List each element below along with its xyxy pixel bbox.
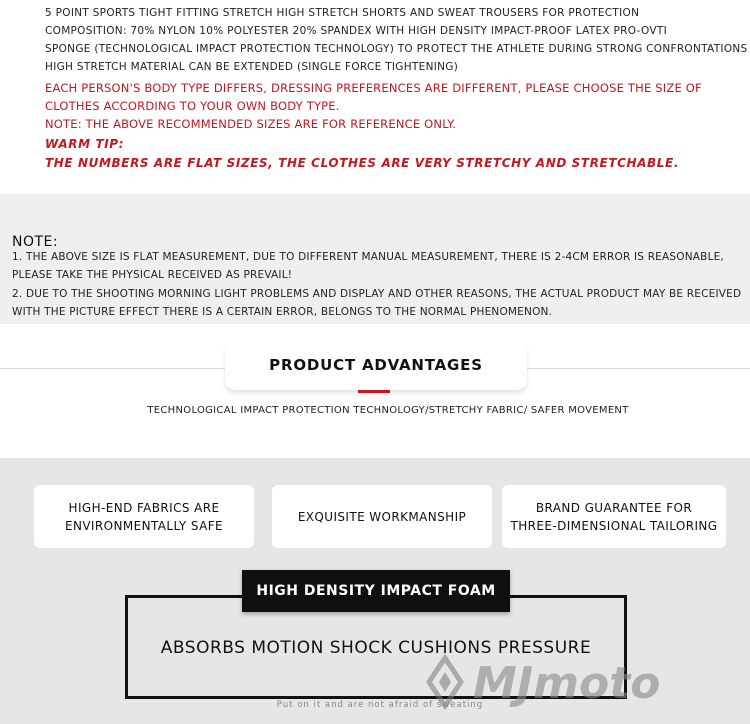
warm-tip-text: THE NUMBERS ARE FLAT SIZES, THE CLOTHES ARE VERY STRETCHY AND STRETCHABLE. — [45, 156, 680, 170]
frame-top-left — [125, 595, 243, 598]
feature-tailoring-line-1: BRAND GUARANTEE FOR — [535, 500, 693, 515]
feature-card-fabrics — [34, 485, 254, 548]
size-advice-line-1: EACH PERSON'S BODY TYPE DIFFERS, DRESSING PREFERENCES ARE DIFFERENT, PLEASE CHOOSE THE SIZE OF — [45, 81, 702, 95]
feature-workmanship-text: EXQUISITE WORKMANSHIP — [297, 509, 467, 524]
spec-line-4: HIGH STRETCH MATERIAL CAN BE EXTENDED (SINGLE FORCE TIGHTENING) — [45, 61, 459, 73]
advantages-subtitle: TECHNOLOGICAL IMPACT PROTECTION TECHNOLOGY/STRETCHY FABRIC/ SAFER MOVEMENT — [147, 405, 629, 416]
feature-card-workmanship — [272, 485, 492, 548]
divider-right — [527, 368, 750, 369]
slogan: Put on it and are not afraid of sweating — [276, 700, 484, 710]
warm-tip-title: WARM TIP: — [45, 137, 125, 151]
frame-top-right — [509, 595, 627, 598]
note-line-2: PLEASE TAKE THE PHYSICAL RECEIVED AS PREVAIL! — [12, 269, 293, 281]
spec-line-3: SPONGE (TECHNOLOGICAL IMPACT PROTECTION TECHNOLOGY) TO PROTECT THE ATHLETE DURING STRONG CONFRONTATIONS — [45, 43, 748, 55]
title-accent-bar — [358, 390, 390, 393]
feature-fabrics-line-2: ENVIRONMENTALLY SAFE — [64, 518, 224, 533]
features-section — [0, 458, 750, 724]
advantages-section — [0, 324, 750, 458]
note-line-1: 1. THE ABOVE SIZE IS FLAT MEASUREMENT, DUE TO DIFFERENT MANUAL MEASUREMENT, THERE IS 2-4CM ERROR IS REASONABLE, — [12, 251, 724, 263]
feature-card-tailoring — [502, 485, 726, 548]
brand-logo-wordmark: MJmoto — [473, 658, 661, 709]
foam-label: HIGH DENSITY IMPACT FOAM — [242, 570, 510, 612]
spec-line-1: 5 POINT SPORTS TIGHT FITTING STRETCH HIGH STRETCH SHORTS AND SWEAT TROUSERS FOR PROTECTION — [45, 7, 640, 19]
foam-description: ABSORBS MOTION SHOCK CUSHIONS PRESSURE — [160, 638, 592, 658]
brand-logo-mark — [429, 658, 461, 706]
divider-left — [0, 368, 225, 369]
note-line-3: 2. DUE TO THE SHOOTING MORNING LIGHT PROBLEMS AND DISPLAY AND OTHER REASONS, THE ACTUAL PRODUCT MAY BE RECEIVED — [12, 288, 742, 300]
feature-tailoring-line-2: THREE-DIMENSIONAL TAILORING — [510, 518, 718, 533]
feature-fabrics-line-1: HIGH-END FABRICS ARE — [68, 500, 220, 515]
note-title: NOTE: — [12, 234, 59, 250]
spec-line-2: COMPOSITION: 70% NYLON 10% POLYESTER 20% SPANDEX WITH HIGH DENSITY IMPACT-PROOF LATEX PRO-OVTI — [45, 25, 667, 37]
advantages-title: PRODUCT ADVANTAGES — [269, 356, 483, 374]
note-line-4: WITH THE PICTURE EFFECT THERE IS A CERTAIN ERROR, BELONGS TO THE NORMAL PHENOMENON. — [12, 306, 553, 318]
size-advice-note: NOTE: THE ABOVE RECOMMENDED SIZES ARE FOR REFERENCE ONLY. — [45, 117, 457, 131]
product-specs-section — [0, 0, 750, 194]
note-section — [0, 194, 750, 324]
size-advice-line-2: CLOTHES ACCORDING TO YOUR OWN BODY TYPE. — [45, 99, 340, 113]
